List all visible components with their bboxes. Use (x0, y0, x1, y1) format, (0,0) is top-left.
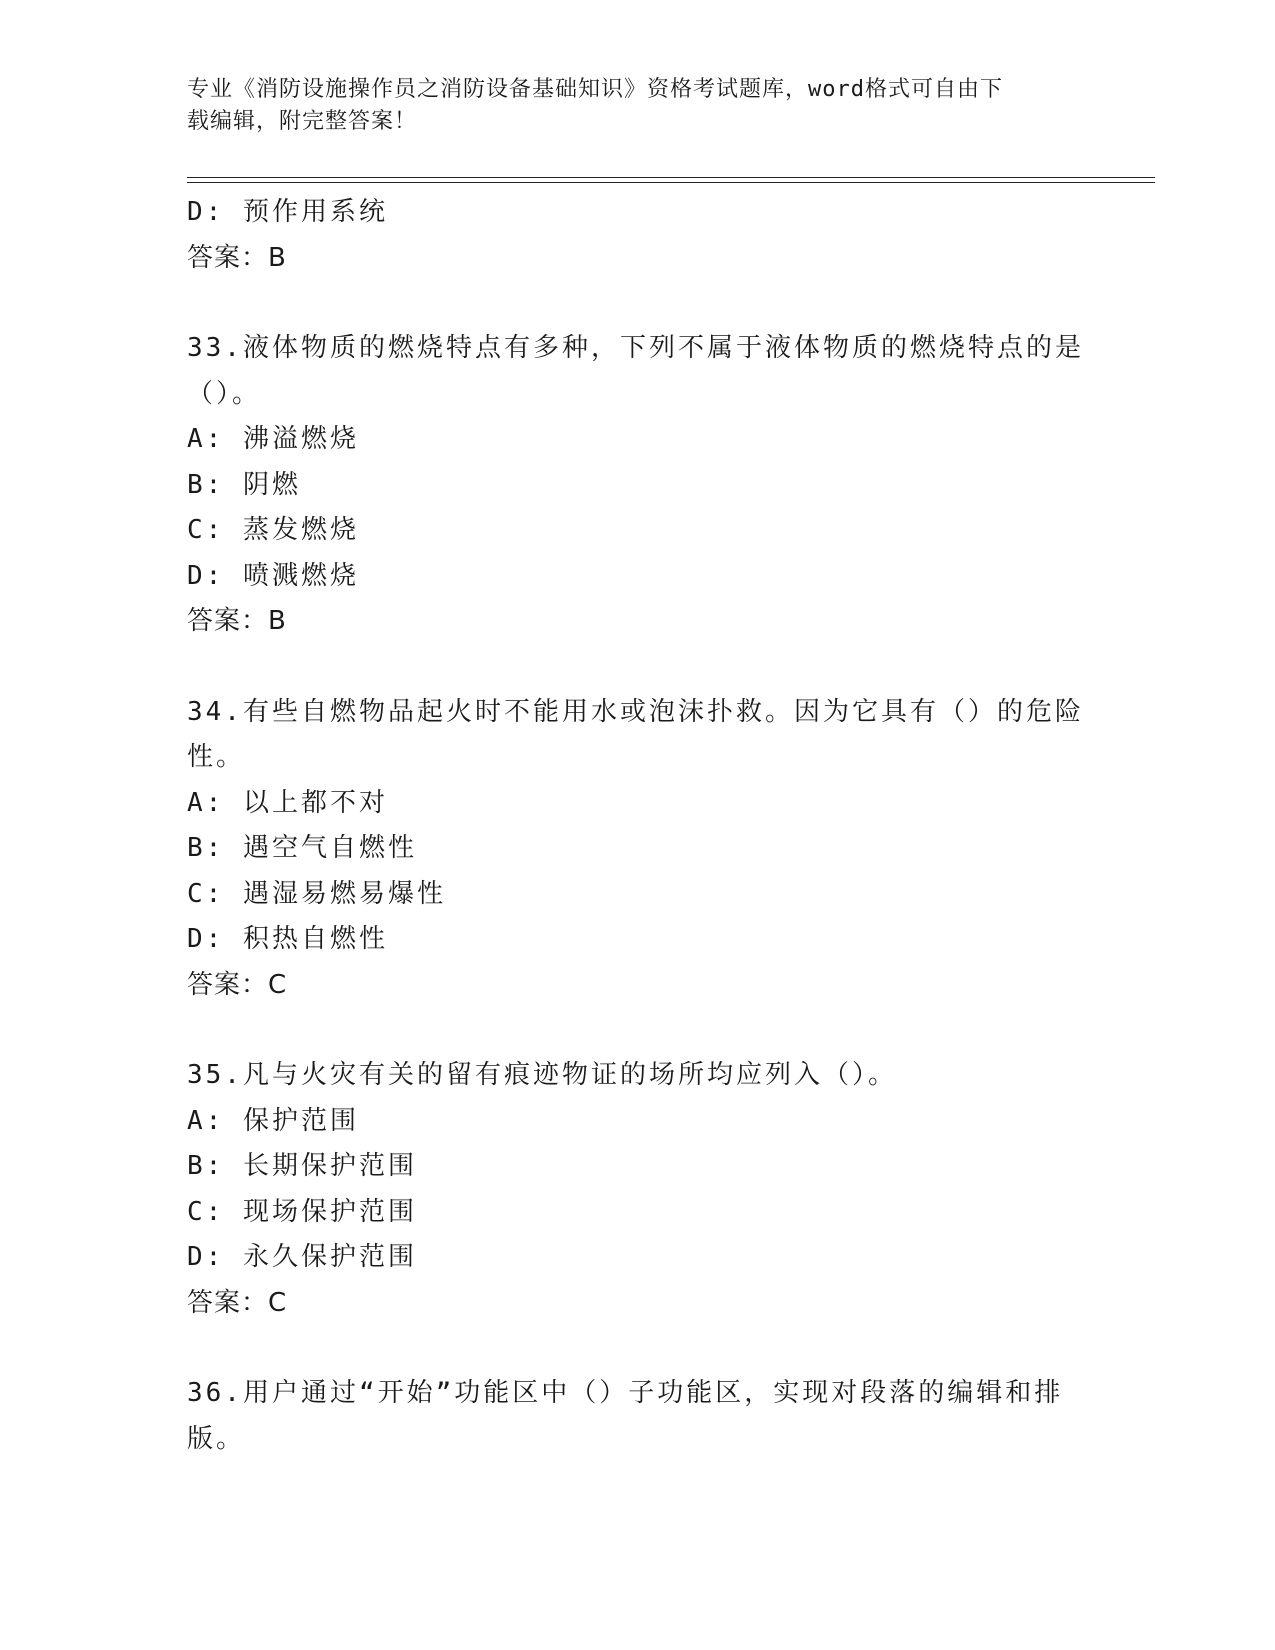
option-d: D: 永久保护范围 (187, 1242, 417, 1272)
question-list (187, 190, 1084, 1462)
document-header (187, 74, 1067, 138)
spacer (187, 281, 1077, 326)
option-d: D: 喷溅燃烧 (187, 560, 359, 591)
question-stem-line: 36.用户通过“开始”功能区中（）子功能区，实现对段落的编辑和排 (187, 1378, 1064, 1408)
question-stem-line: 33.液体物质的燃烧特点有多种，下列不属于液体物质的燃烧特点的是 (187, 333, 1084, 363)
spacer (187, 1008, 1077, 1053)
option-b: B: 遇空气自燃性 (187, 833, 417, 863)
spacer (187, 645, 1077, 690)
question-stem-line: 性。 (187, 742, 246, 772)
option-a: A: 沸溢燃烧 (187, 424, 359, 454)
question-stem-line: （）。 (187, 378, 262, 409)
option-c: C: 蒸发燃烧 (187, 515, 359, 545)
answer: 答案：C (187, 969, 288, 1000)
option-d: D: 预作用系统 (187, 197, 388, 227)
option-a: A: 以上都不对 (187, 787, 388, 818)
question-stem-line: 版。 (187, 1423, 246, 1454)
previous-question-tail (187, 190, 1077, 281)
option-c: C: 遇湿易燃易爆性 (187, 878, 446, 909)
header-line-2: 载编辑，附完整答案！ (187, 109, 418, 134)
option-b: B: 阴燃 (187, 469, 301, 500)
option-a: A: 保护范围 (187, 1105, 359, 1136)
spacer (187, 1326, 1077, 1371)
header-double-rule (187, 177, 1155, 183)
answer: 答案：B (187, 242, 287, 273)
question-33 (187, 326, 1084, 645)
answer: 答案：C (187, 1287, 288, 1318)
question-34 (187, 690, 1084, 1009)
header-line-1: 专业《消防设施操作员之消防设备基础知识》资格考试题库，word格式可自由下 (187, 77, 1003, 102)
question-35 (187, 1053, 1077, 1326)
question-stem-line: 35.凡与火灾有关的留有痕迹物证的场所均应列入（）。 (187, 1060, 897, 1090)
answer: 答案：B (187, 606, 287, 636)
question-36 (187, 1371, 1077, 1462)
option-b: B: 长期保护范围 (187, 1151, 417, 1181)
question-stem-line: 34.有些自燃物品起火时不能用水或泡沫扑救。因为它具有（）的危险 (187, 696, 1084, 727)
option-c: C: 现场保护范围 (187, 1196, 417, 1227)
option-d: D: 积热自燃性 (187, 924, 388, 954)
